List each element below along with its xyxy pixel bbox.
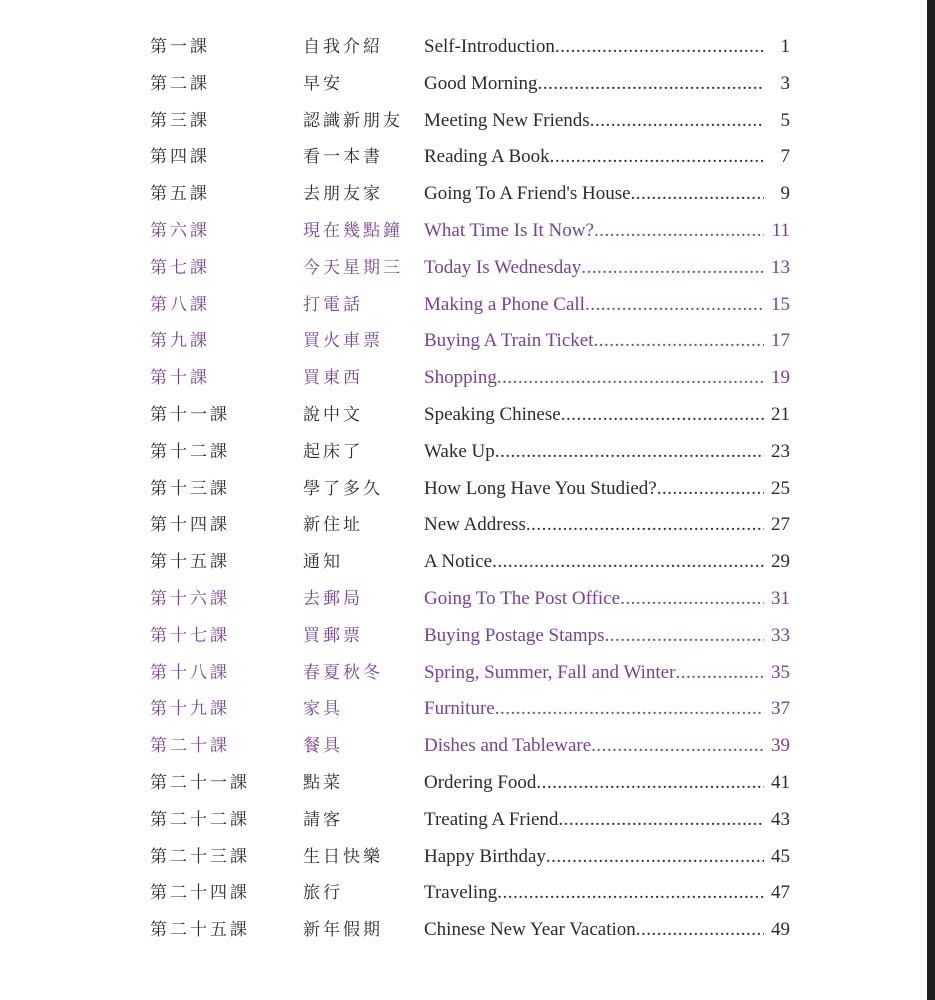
- english-title: Making a Phone Call: [424, 293, 585, 315]
- english-title: Traveling: [424, 882, 498, 904]
- english-title-wrap: [424, 584, 764, 614]
- dot-leader: [657, 474, 764, 504]
- lesson-number: 第七課: [150, 257, 210, 278]
- page-number: 31: [771, 588, 790, 609]
- lesson-number: 第十六課: [150, 589, 230, 609]
- dot-leader: [561, 400, 764, 430]
- english-title-wrap: [424, 363, 764, 393]
- lesson-number: 第八課: [150, 294, 210, 315]
- page-number: 41: [771, 772, 790, 793]
- page-number: 33: [771, 624, 790, 646]
- page-number: 13: [771, 256, 790, 278]
- dot-leader: [495, 694, 764, 724]
- english-title-wrap: [424, 658, 764, 688]
- chinese-title: 打電話: [303, 294, 363, 315]
- english-title-wrap: [424, 32, 764, 62]
- dot-leader: [581, 253, 764, 283]
- page-number: 35: [771, 661, 790, 683]
- lesson-number: 第十九課: [150, 699, 230, 720]
- english-title-wrap: [424, 437, 764, 467]
- chinese-title: 請客: [303, 809, 343, 830]
- chinese-title: 點菜: [303, 773, 343, 793]
- chinese-title: 買火車票: [303, 331, 383, 352]
- english-title: Chinese New Year Vacation: [424, 919, 636, 941]
- lesson-number: 第十課: [150, 368, 210, 389]
- page-number: 11: [771, 220, 790, 241]
- english-title-wrap: [424, 253, 764, 283]
- toc-row: [150, 658, 790, 688]
- chinese-title: 現在幾點鐘: [303, 221, 403, 241]
- lesson-number: 第二課: [150, 73, 210, 94]
- lesson-number: 第二十三課: [150, 846, 250, 867]
- chinese-title: 買東西: [303, 368, 363, 389]
- lesson-number: 第二十一課: [150, 773, 250, 793]
- english-title: Wake Up: [424, 440, 495, 462]
- english-title-wrap: [424, 142, 764, 172]
- dot-leader: [495, 437, 764, 467]
- toc-row: [150, 363, 790, 393]
- english-title: What Time Is It Now?: [424, 220, 594, 241]
- lesson-number: 第二十五課: [150, 920, 250, 941]
- chinese-title: 去郵局: [303, 589, 363, 609]
- chinese-title: 買郵票: [303, 625, 363, 646]
- lesson-number: 第九課: [150, 331, 210, 352]
- dot-leader: [537, 69, 764, 99]
- toc-row: [150, 805, 790, 835]
- toc-row: [150, 915, 790, 945]
- lesson-number: 第五課: [150, 184, 210, 205]
- toc-row: [150, 731, 790, 761]
- dot-leader: [631, 179, 764, 209]
- page-number: 49: [771, 919, 790, 941]
- dot-leader: [536, 768, 764, 798]
- chinese-title: 早安: [303, 73, 343, 94]
- lesson-number: 第十八課: [150, 662, 230, 683]
- dot-leader: [555, 32, 764, 62]
- english-title: Speaking Chinese: [424, 404, 561, 425]
- toc-row: [150, 621, 790, 651]
- chinese-title: 家具: [303, 699, 343, 720]
- toc-row: [150, 842, 790, 872]
- page-number: 25: [771, 477, 790, 499]
- chinese-title: 旅行: [303, 883, 343, 904]
- page-number: 21: [771, 404, 790, 425]
- dot-leader: [492, 547, 764, 577]
- toc-row: [150, 437, 790, 467]
- english-title: Buying Postage Stamps: [424, 624, 605, 646]
- dot-leader: [620, 584, 764, 614]
- page-number: 47: [771, 882, 790, 904]
- english-title: Ordering Food: [424, 772, 537, 793]
- english-title-wrap: [424, 731, 764, 761]
- page-number: 1: [780, 36, 790, 57]
- dot-leader: [585, 290, 764, 320]
- english-title: Meeting New Friends: [424, 109, 590, 131]
- page-number: 45: [771, 845, 790, 867]
- chinese-title: 看一本書: [303, 147, 383, 168]
- chinese-title: 今天星期三: [303, 257, 403, 278]
- toc-row: [150, 106, 790, 136]
- page-number: 3: [780, 72, 790, 94]
- chinese-title: 春夏秋冬: [303, 662, 383, 683]
- dot-leader: [497, 878, 764, 908]
- english-title-wrap: [424, 106, 764, 136]
- lesson-number: 第十四課: [150, 515, 230, 536]
- page-number: 27: [771, 514, 790, 536]
- toc-row: [150, 510, 790, 540]
- toc-row: [150, 547, 790, 577]
- lesson-number: 第一課: [150, 37, 210, 57]
- toc-row: [150, 400, 790, 430]
- toc-row: [150, 878, 790, 908]
- page-number: 29: [771, 551, 790, 573]
- chinese-title: 說中文: [303, 405, 363, 425]
- english-title-wrap: [424, 621, 764, 651]
- page-number: 7: [780, 146, 790, 168]
- dot-leader: [591, 731, 764, 761]
- english-title: Furniture: [424, 698, 495, 720]
- english-title-wrap: [424, 510, 764, 540]
- english-title: Self-Introduction: [424, 36, 555, 57]
- english-title: Going To A Friend's House: [424, 183, 631, 205]
- english-title-wrap: [424, 842, 764, 872]
- toc-row: [150, 142, 790, 172]
- english-title-wrap: [424, 179, 764, 209]
- chinese-title: 認識新朋友: [303, 110, 403, 131]
- english-title-wrap: [424, 474, 764, 504]
- english-title-wrap: [424, 400, 764, 430]
- lesson-number: 第十五課: [150, 552, 230, 573]
- toc-row: [150, 768, 790, 798]
- english-title-wrap: [424, 915, 764, 945]
- dot-leader: [593, 326, 764, 356]
- lesson-number: 第三課: [150, 110, 210, 131]
- chinese-title: 新住址: [303, 515, 363, 536]
- toc-row: [150, 69, 790, 99]
- page-number: 43: [771, 808, 790, 830]
- dot-leader: [526, 510, 764, 540]
- english-title: Shopping: [424, 367, 497, 389]
- english-title: Reading A Book: [424, 146, 550, 168]
- english-title: Good Morning: [424, 72, 538, 94]
- english-title-wrap: [424, 290, 764, 320]
- english-title: Spring, Summer, Fall and Winter: [424, 661, 676, 683]
- toc-row: [150, 253, 790, 283]
- lesson-number: 第二十四課: [150, 883, 250, 904]
- chinese-title: 新年假期: [303, 920, 383, 941]
- lesson-number: 第二十二課: [150, 809, 250, 830]
- page-number: 39: [771, 735, 790, 757]
- page-number: 23: [771, 440, 790, 462]
- english-title: Going To The Post Office: [424, 588, 621, 609]
- toc-row: [150, 179, 790, 209]
- dot-leader: [590, 106, 764, 136]
- chinese-title: 起床了: [303, 441, 363, 462]
- english-title-wrap: [424, 216, 764, 246]
- english-title-wrap: [424, 694, 764, 724]
- chinese-title: 通知: [303, 552, 343, 573]
- lesson-number: 第十七課: [150, 625, 230, 646]
- lesson-number: 第六課: [150, 221, 210, 241]
- toc-row: [150, 474, 790, 504]
- english-title: Happy Birthday: [424, 845, 546, 867]
- lesson-number: 第十二課: [150, 441, 230, 462]
- page-number: 37: [771, 698, 790, 720]
- english-title-wrap: [424, 326, 764, 356]
- english-title: A Notice: [424, 551, 493, 573]
- chinese-title: 餐具: [303, 736, 343, 757]
- dot-leader: [594, 216, 764, 246]
- lesson-number: 第十三課: [150, 478, 230, 499]
- toc-row: [150, 584, 790, 614]
- english-title-wrap: [424, 805, 764, 835]
- english-title: Dishes and Tableware: [424, 735, 592, 757]
- page-number: 19: [771, 367, 790, 389]
- english-title: Treating A Friend: [424, 808, 559, 830]
- toc-row: [150, 32, 790, 62]
- page-number: 17: [771, 330, 790, 352]
- toc-row: [150, 694, 790, 724]
- page-number: 5: [780, 109, 790, 131]
- dot-leader: [605, 621, 764, 651]
- toc-row: [150, 290, 790, 320]
- dot-leader: [497, 363, 764, 393]
- english-title-wrap: [424, 547, 764, 577]
- chinese-title: 自我介紹: [303, 37, 383, 57]
- lesson-number: 第十一課: [150, 405, 230, 425]
- lesson-number: 第四課: [150, 147, 210, 168]
- window-edge: [927, 0, 935, 1000]
- lesson-number: 第二十課: [150, 736, 230, 757]
- dot-leader: [636, 915, 764, 945]
- dot-leader: [558, 805, 764, 835]
- english-title: Buying A Train Ticket: [424, 330, 594, 352]
- toc-row: [150, 326, 790, 356]
- english-title-wrap: [424, 69, 764, 99]
- english-title: Today Is Wednesday: [424, 256, 582, 278]
- english-title: New Address: [424, 514, 526, 536]
- english-title: How Long Have You Studied?: [424, 477, 657, 499]
- dot-leader: [675, 658, 764, 688]
- chinese-title: 學了多久: [303, 478, 383, 499]
- english-title-wrap: [424, 768, 764, 798]
- page-number: 9: [780, 183, 790, 205]
- page-number: 15: [771, 293, 790, 315]
- chinese-title: 生日快樂: [303, 846, 383, 867]
- english-title-wrap: [424, 878, 764, 908]
- dot-leader: [546, 842, 764, 872]
- dot-leader: [550, 142, 764, 172]
- chinese-title: 去朋友家: [303, 184, 383, 205]
- toc-row: [150, 216, 790, 246]
